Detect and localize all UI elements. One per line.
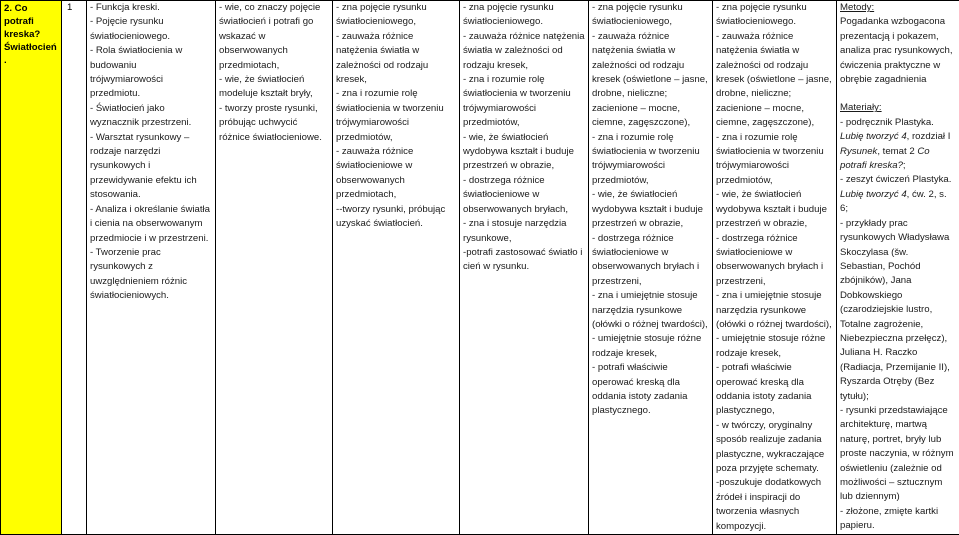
list-item: - wie, że światłocień wydobywa kształt i buduje przestrzeń w obrazie, <box>592 188 709 231</box>
list-item: - umiejętnie stosuje różne rodzaje kresek, <box>716 332 833 361</box>
list-item: - wie, że światłocień wydobywa kształt i buduje przestrzeń w obrazie, <box>716 188 833 231</box>
list-item: - Tworzenie prac rysunkowych z uwzględnieniem różnic światłocieniowych. <box>90 246 212 304</box>
level-3-cell <box>460 1 589 535</box>
list-item: - zna i rozumie rolę światłocienia w tworzeniu trójwymiarowości przedmiotów, <box>592 131 709 189</box>
content-cell <box>87 1 216 535</box>
material-title: Lubię tworzyć 4 <box>840 189 907 200</box>
material-title: Rysunek <box>840 146 877 157</box>
topic-cell <box>1 1 62 535</box>
list-item: - w twórczy, oryginalny sposób realizuje zadania plastyczne, wykraczające poza przyjęte schematy. <box>716 419 833 477</box>
topic-title: 2. Co potrafi kreska? Światłocień. <box>4 1 58 67</box>
hours-value: 1 <box>65 2 72 13</box>
material-item: - podręcznik Plastyka. <box>840 116 956 130</box>
spacer <box>840 87 956 101</box>
list-item: -potrafi zastosować światło i cień w rysunku. <box>463 246 585 275</box>
material-title: Co potrafi kreska? <box>840 146 930 171</box>
material-item: - rysunki przedstawiające architekturę, martwą naturę, portret, bryły lub proste naczynia, w różnym oświetleniu (zależnie od możliwości – sztucznym lub dziennym) <box>840 404 956 505</box>
material-text: , ćw. 2, s. 6; <box>840 189 947 214</box>
level-2-cell <box>333 1 460 535</box>
list-item: - Pojęcie rysunku światłocieniowego. <box>90 15 212 44</box>
methods-label: Metody: <box>840 1 956 15</box>
material-text: , temat 2 <box>877 146 917 157</box>
list-item: - zna i rozumie rolę światłocienia w tworzeniu trójwymiarowości przedmiotów, <box>336 87 456 145</box>
list-item: - dostrzega różnice światłocieniowe w obserwowanych bryłach i przestrzeni, <box>592 232 709 290</box>
table-row <box>1 1 959 535</box>
level-1-cell <box>216 1 333 535</box>
list-item: --tworzy rysunki, próbując uzyskać światłocień. <box>336 203 456 232</box>
list-item: -poszukuje dodatkowych źródeł i inspiracji do tworzenia własnych kompozycji. <box>716 476 833 534</box>
material-text: - zeszyt ćwiczeń Plastyka. <box>840 174 951 185</box>
list-item: - zauważa różnice natężenia światła w zależności od rodzaju kresek (oświetlone – jasne, drobne, nieliczne; zacienione – mocne, ciemne, zagęszczone), <box>592 30 709 131</box>
materials-label: Materiały: <box>840 101 956 115</box>
list-item: - Światłocień jako wyznacznik przestrzeni. <box>90 102 212 131</box>
list-item: - Funkcja kreski. <box>90 1 212 15</box>
material-title: Lubię tworzyć 4 <box>840 131 907 142</box>
list-item: - Warsztat rysunkowy – rodzaje narzędzi rysunkowych i przewidywanie efektu ich stosowania. <box>90 131 212 203</box>
level-4-cell <box>589 1 713 535</box>
list-item: - zna i rozumie rolę światłocienia w tworzeniu trójwymiarowości przedmiotów, <box>463 73 585 131</box>
material-item: - przykłady prac rysunkowych Władysława Skoczylasa (šw. Sebastian, Pochód zbójników), Jana Dobkowskiego (czarodziejskie lustro, Totalne zagrożenie, Niebezpieczna przełęcz), Juliana H. Raczko (Radiacja, Przemijanie II), Ryszarda Otręby (Bez tytułu); <box>840 217 956 404</box>
list-item: - zauważa różnice natężenia światła w zależności od rodzaju kresek (oświetlone – jasne, drobne, nieliczne; zacienione – mocne, ciemne, zagęszczone), <box>716 30 833 131</box>
list-item: - zauważa różnice natężenia światła w zależności od rodzaju kresek, <box>463 30 585 73</box>
material-item <box>840 130 956 173</box>
list-item: - zna pojęcie rysunku światłocieniowego. <box>716 1 833 30</box>
methods-text: Pogadanka wzbogacona prezentacją i pokazem, analiza prac rysunkowych, ćwiczenia praktyczne w obrębie zagadnienia <box>840 15 956 87</box>
list-item: - wie, że światłocień modeluje kształt bryły, <box>219 73 329 102</box>
list-item: - zna pojęcie rysunku światłocieniowego. <box>463 1 585 30</box>
list-item: - zna i umiejętnie stosuje narzędzia rysunkowe (ołówki o różnej twardości), <box>592 289 709 332</box>
list-item: - umiejętnie stosuje różne rodzaje kresek, <box>592 332 709 361</box>
list-item: - dostrzega różnice światłocieniowe w obserwowanych bryłach, <box>463 174 585 217</box>
list-item: - dostrzega różnice światłocieniowe w obserwowanych bryłach i przestrzeni, <box>716 232 833 290</box>
material-item <box>840 173 956 216</box>
list-item: - zauważa różnice natężenia światła w zależności od rodzaju kresek, <box>336 30 456 88</box>
list-item: - potrafi właściwie operować kreską dla oddania istoty zadania plastycznego, <box>716 361 833 419</box>
list-item: - Rola światłocienia w budowaniu trójwymiarowości przedmiotu. <box>90 44 212 102</box>
material-item: - złożone, zmięte kartki papieru. <box>840 505 956 534</box>
list-item: - Analiza i określanie światła i cienia na obserwowanym przedmiocie i w przestrzeni. <box>90 203 212 246</box>
list-item: - wie, że światłocień wydobywa kształt i buduje przestrzeń w obrazie, <box>463 131 585 174</box>
material-text: , rozdział I <box>907 131 951 142</box>
list-item: - zna i stosuje narzędzia rysunkowe, <box>463 217 585 246</box>
material-text: ; <box>903 160 906 171</box>
list-item: - zna i umiejętnie stosuje narzędzia rysunkowe (ołówki o różnej twardości), <box>716 289 833 332</box>
list-item: - zna pojęcie rysunku światłocieniowego, <box>336 1 456 30</box>
list-item: - zauważa różnice światłocieniowe w obserwowanych przedmiotach, <box>336 145 456 203</box>
hours-cell <box>62 1 87 535</box>
list-item: - tworzy proste rysunki, próbując uchwycić różnice światłocieniowe. <box>219 102 329 145</box>
level-5-cell <box>713 1 837 535</box>
list-item: - zna pojęcie rysunku światłocieniowego, <box>592 1 709 30</box>
list-item: - wie, co znaczy pojęcie światłocień i potrafi go wskazać w obserwowanych przedmiotach, <box>219 1 329 73</box>
list-item: - zna i rozumie rolę światłocienia w tworzeniu trójwymiarowości przedmiotów, <box>716 131 833 189</box>
list-item: - potrafi właściwie operować kreską dla oddania istoty zadania plastycznego. <box>592 361 709 419</box>
methods-cell <box>837 1 959 535</box>
